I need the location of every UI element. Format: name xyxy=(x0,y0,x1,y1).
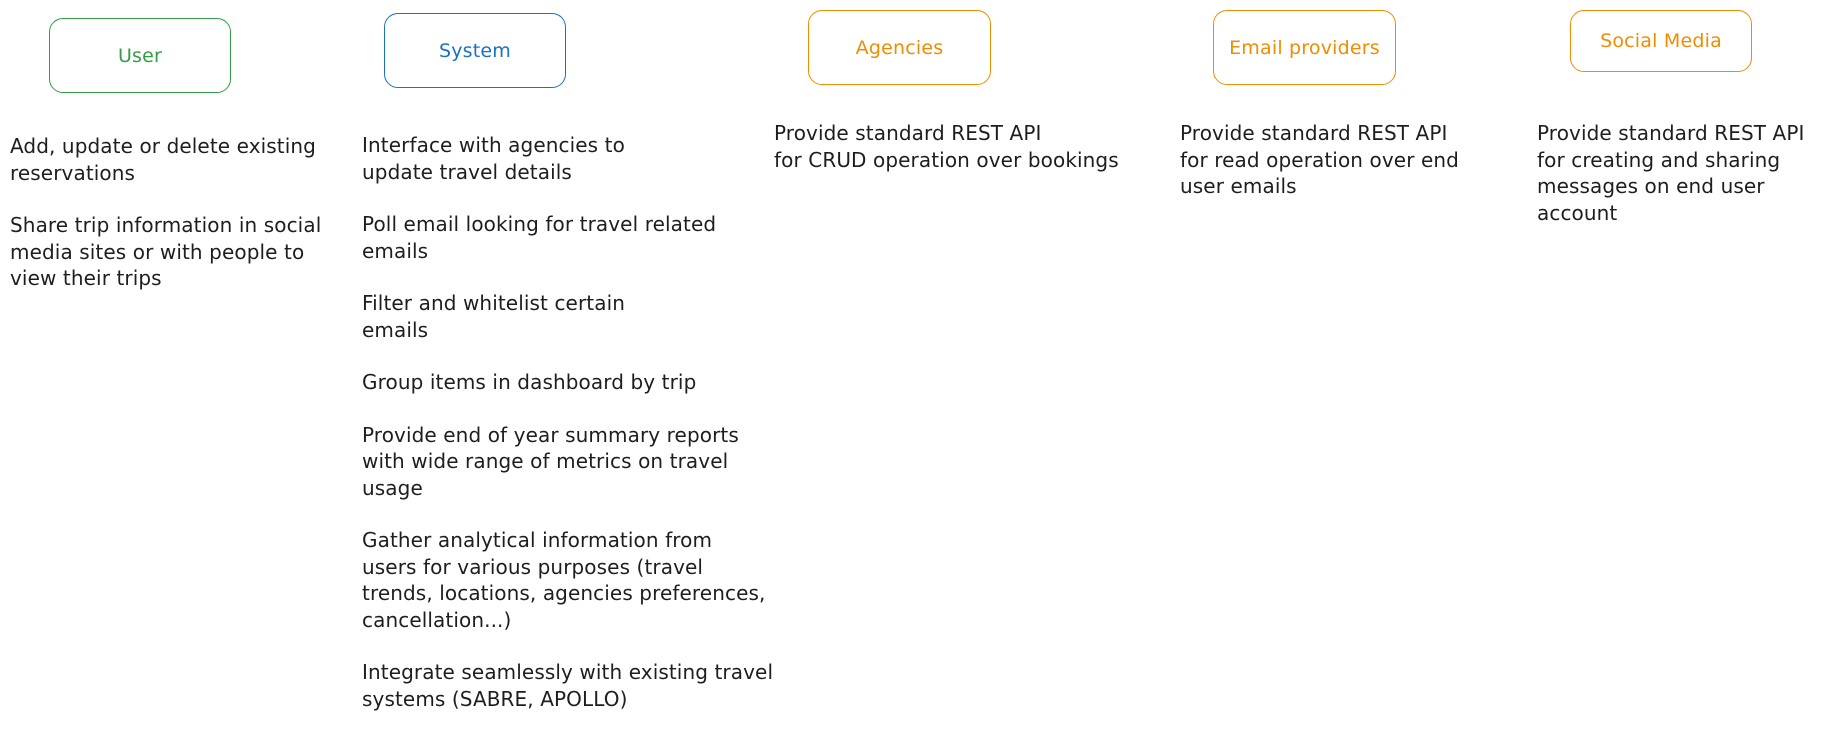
system-item-3: Filter and whitelist certain emails xyxy=(362,291,625,342)
actor-label-social-media: Social Media xyxy=(1600,30,1722,52)
system-item-4: Group items in dashboard by trip xyxy=(362,370,697,394)
user-item-1: Add, update or delete existing reservations xyxy=(10,134,316,185)
actor-box-email-providers xyxy=(1213,10,1396,85)
user-item-2: Share trip information in social media sites or with people to view their trips xyxy=(10,213,322,290)
user-responsibilities xyxy=(10,133,345,318)
system-item-5: Provide end of year summary reports with wide range of metrics on travel usage xyxy=(362,422,739,500)
actor-box-system xyxy=(384,13,566,88)
email-providers-item-1: Provide standard REST API for read operation over end user emails xyxy=(1180,121,1459,198)
actor-box-agencies xyxy=(808,10,991,85)
email-providers-responsibilities xyxy=(1180,120,1520,226)
agencies-item-1: Provide standard REST API for CRUD operation over bookings xyxy=(774,121,1119,172)
actor-label-email-providers: Email providers xyxy=(1229,36,1380,59)
social-media-responsibilities xyxy=(1537,120,1837,252)
system-item-1: Interface with agencies to update travel details xyxy=(362,133,625,184)
system-item-7: Integrate seamlessly with existing travel systems (SABRE, APOLLO) xyxy=(362,660,774,711)
actor-box-social-media xyxy=(1570,10,1752,72)
actor-label-agencies: Agencies xyxy=(855,36,944,59)
system-item-2: Poll email looking for travel related emails xyxy=(362,212,717,263)
actor-label-user: User xyxy=(117,44,163,67)
system-item-6: Gather analytical information from users for various purposes (travel trends, locations, agencies preferences, cancellation...) xyxy=(362,528,766,632)
system-responsibilities xyxy=(362,132,802,738)
actor-label-system: System xyxy=(438,39,512,62)
actor-box-user xyxy=(49,18,231,93)
agencies-responsibilities xyxy=(774,120,1174,199)
social-media-item-1: Provide standard REST API for creating and sharing messages on end user account xyxy=(1537,121,1805,225)
